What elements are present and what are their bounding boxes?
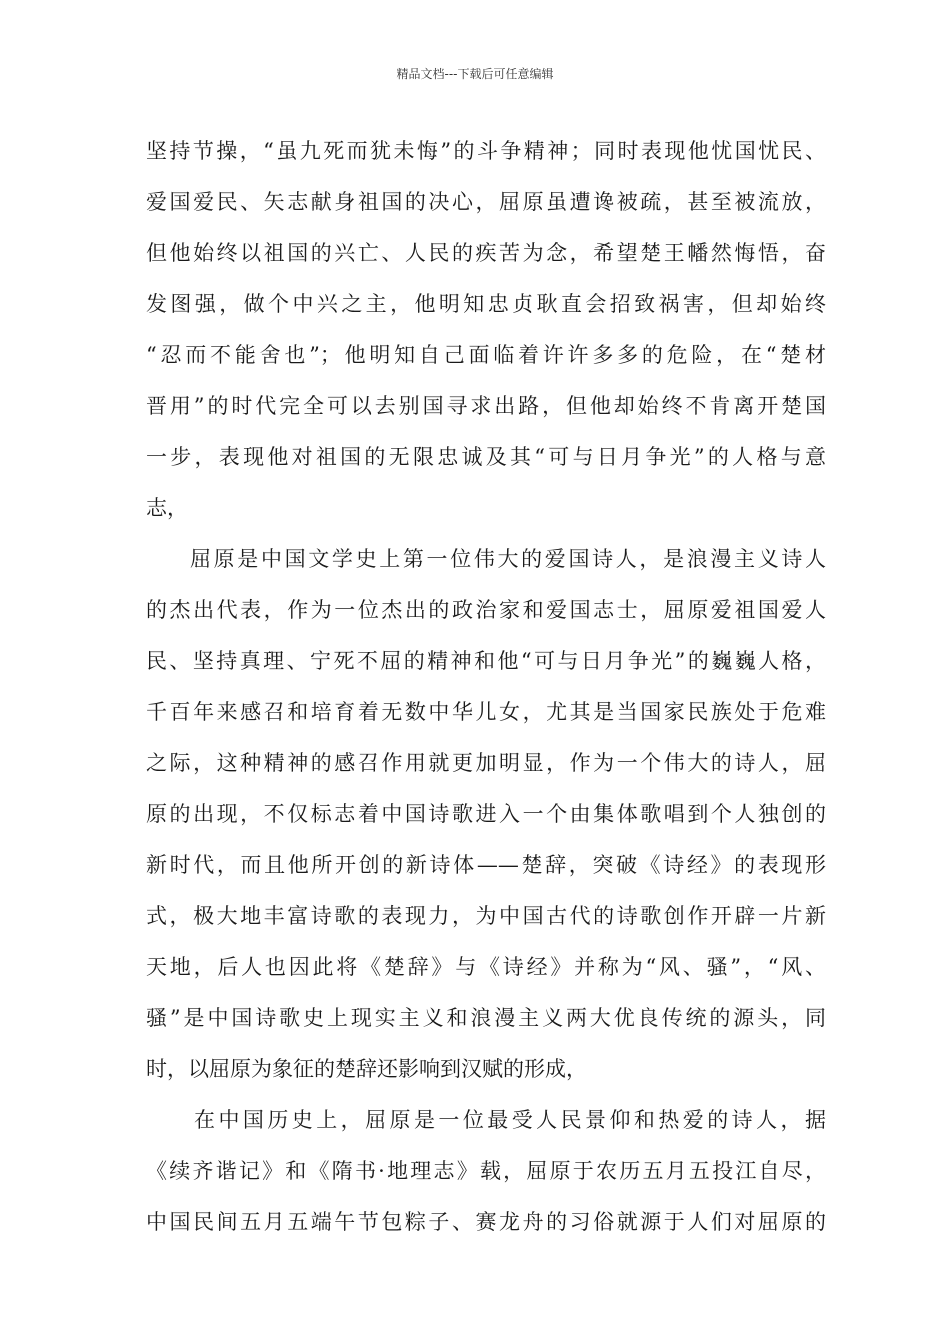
document-body [146, 126, 826, 1248]
text-line: 的杰出代表，作为一位杰出的政治家和爱国志士，屈原爱祖国爱人 [146, 598, 826, 622]
text-line: 爱国爱民、矢志献身祖国的决心，屈原虽遭谗被疏，甚至被流放， [146, 190, 826, 214]
text-line: 《续齐谐记》和《隋书·地理志》载，屈原于农历五月五投江自尽， [146, 1159, 826, 1183]
text-line: “忍而不能舍也”；他明知自己面临着许许多多的危险，在“楚材 [146, 343, 826, 367]
text-line: 志， [146, 496, 188, 520]
text-line: 坚持节操，“虽九死而犹未悔”的斗争精神；同时表现他忧国忧民、 [146, 139, 826, 163]
text-line: 晋用”的时代完全可以去别国寻求出路，但他却始终不肯离开楚国 [146, 394, 826, 418]
text-line: 新时代，而且他所开创的新诗体——楚辞，突破《诗经》的表现形 [146, 853, 826, 877]
paragraph-3 [146, 1095, 826, 1248]
text-line: 但他始终以祖国的兴亡、人民的疾苦为念，希望楚王幡然悔悟，奋 [146, 241, 826, 265]
text-line: 之际，这种精神的感召作用就更加明显，作为一个伟大的诗人，屈 [146, 751, 826, 775]
text-line: 式，极大地丰富诗歌的表现力，为中国古代的诗歌创作开辟一片新 [146, 904, 826, 928]
text-line: 一步，表现他对祖国的无限忠诚及其“可与日月争光”的人格与意 [146, 445, 826, 469]
text-line: 千百年来感召和培育着无数中华儿女，尤其是当国家民族处于危难 [146, 700, 826, 724]
text-line: 民、坚持真理、宁死不屈的精神和他“可与日月争光”的巍巍人格， [146, 649, 826, 673]
page-header: 精品文档---下载后可任意编辑 [396, 67, 554, 81]
text-line: 发图强，做个中兴之主，他明知忠贞耿直会招致祸害，但却始终 [146, 292, 826, 316]
text-line: 原的出现，不仅标志着中国诗歌进入一个由集体歌唱到个人独创的 [146, 802, 826, 826]
text-line: 屈原是中国文学史上第一位伟大的爱国诗人，是浪漫主义诗人 [190, 547, 826, 571]
text-line: 中国民间五月五端午节包粽子、赛龙舟的习俗就源于人们对屈原的 [146, 1210, 826, 1234]
text-line: 在中国历史上，屈原是一位最受人民景仰和热爱的诗人，据 [194, 1108, 826, 1132]
text-line: 时，以屈原为象征的楚辞还影响到汉赋的形成， [146, 1057, 587, 1081]
text-line: 天地，后人也因此将《楚辞》与《诗经》并称为“风、骚”，“风、 [146, 955, 826, 979]
text-line: 骚”是中国诗歌史上现实主义和浪漫主义两大优良传统的源头，同 [146, 1006, 826, 1030]
paragraph-2 [146, 534, 826, 1095]
paragraph-1 [146, 126, 826, 534]
